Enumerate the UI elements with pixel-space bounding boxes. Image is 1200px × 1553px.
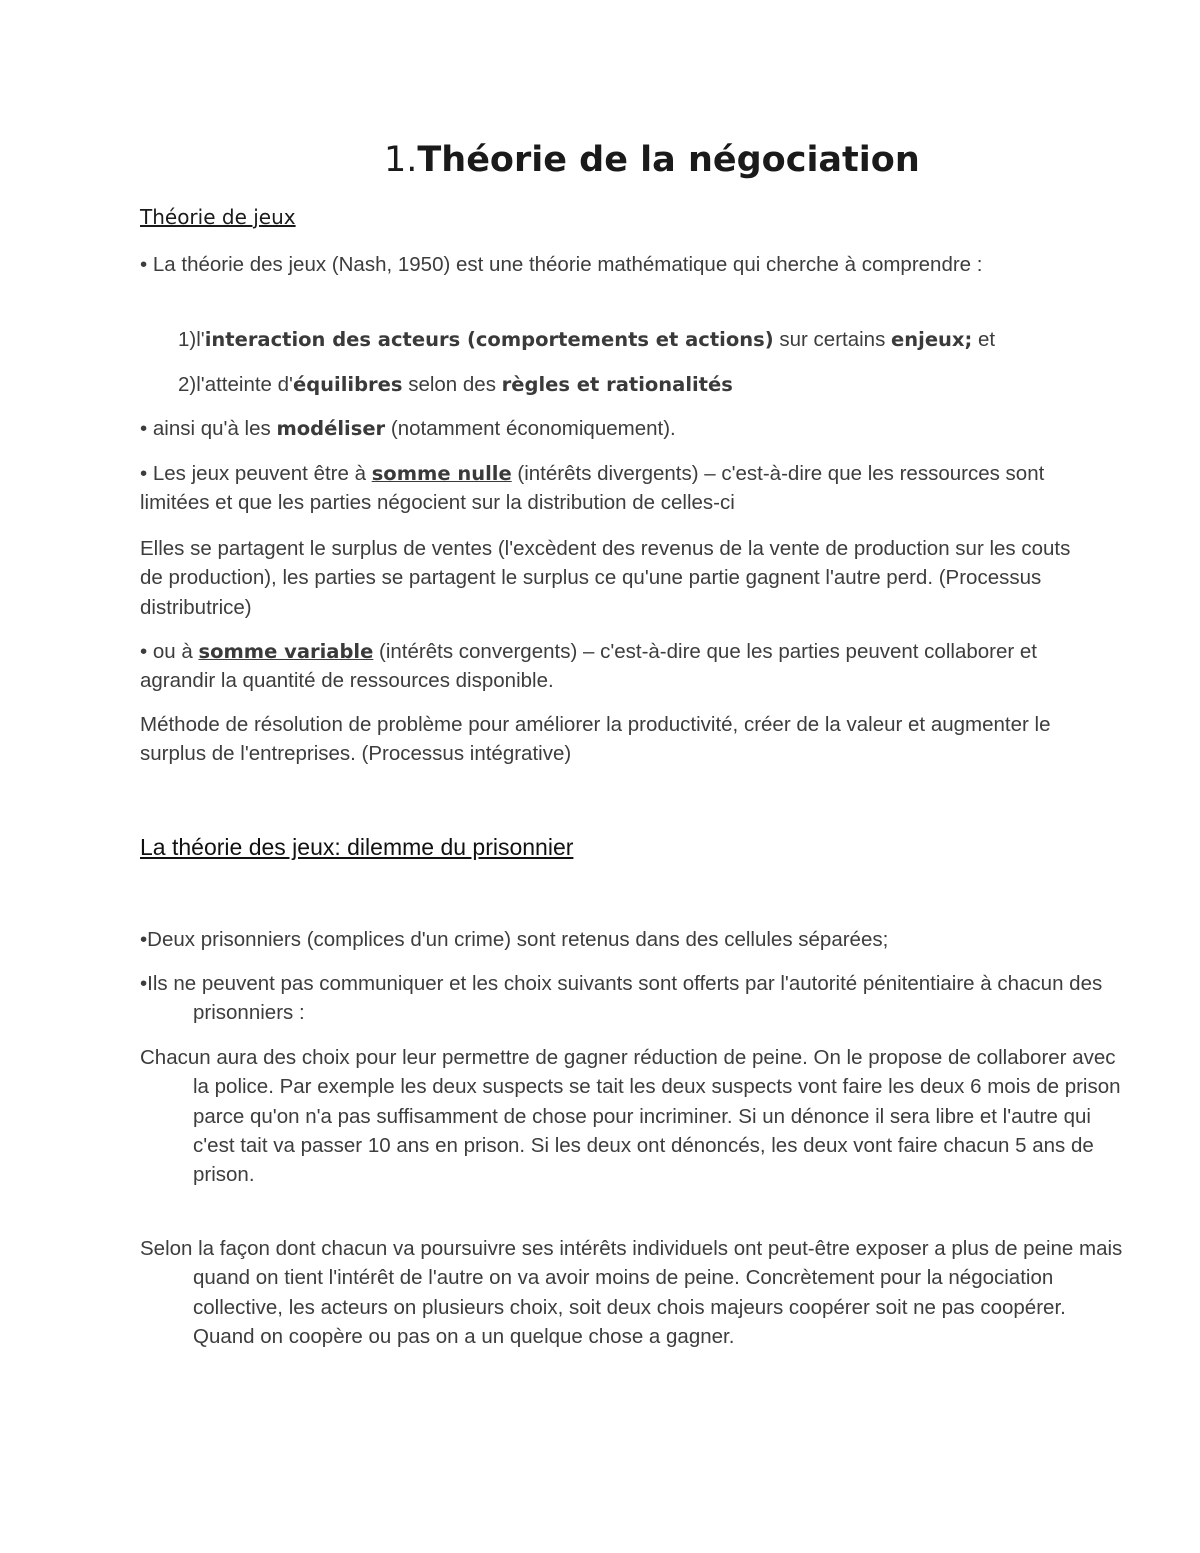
paragraph-methode-resolution: Méthode de résolution de problème pour améliorer la productivité, créer de la valeur et augmenter le surplus de l'entreprises. (Processus intégrative) — [140, 713, 1051, 766]
title-text: Théorie de la négociation — [417, 140, 920, 180]
section-heading-dilemme-prisonnier: La théorie des jeux: dilemme du prisonnier — [140, 834, 574, 860]
title-number: 1. — [384, 140, 418, 180]
list-item-2: 2)l'atteinte d'équilibres selon des règles et rationalités — [178, 373, 733, 396]
paragraph-theorie-intro: • La théorie des jeux (Nash, 1950) est une théorie mathématique qui cherche à comprendre : — [140, 253, 983, 276]
document-title — [384, 138, 920, 182]
list-item-1: 1)l'interaction des acteurs (comportements et actions) sur certains enjeux; et — [178, 328, 996, 351]
paragraph-modeliser: • ainsi qu'à les modéliser (notamment économiquement). — [140, 417, 676, 440]
paragraph-choix-reduction: Chacun aura des choix pour leur permettre de gagner réduction de peine. On le propose de collaborer avec la police. Par exemple les deux suspects se tait les deux suspects vont faire les deux 6 mois de prison parce qu'on n'a pas suffisamment de chose pour incriminer. Si un dénonce il sera libre et l'autre qui c'est tait va passer 10 ans en prison. Si les deux ont dénoncés, les deux vont faire chacun 5 ans de prison. — [140, 1046, 1121, 1187]
paragraph-somme-variable: • ou à somme variable (intérêts convergents) – c'est-à-dire que les parties peuvent collaborer et agrandir la quantité de ressources disponible. — [140, 640, 1037, 693]
paragraph-communiquer: •Ils ne peuvent pas communiquer et les choix suivants sont offerts par l'autorité pénitentiaire à chacun des prisonniers : — [140, 972, 1103, 1025]
list-item-number: 2) — [178, 373, 197, 396]
paragraph-deux-prisonniers: •Deux prisonniers (complices d'un crime) sont retenus dans des cellules séparées; — [140, 928, 889, 951]
section-heading-theorie-de-jeux: Théorie de jeux — [140, 205, 296, 229]
paragraph-somme-nulle: • Les jeux peuvent être à somme nulle (intérêts divergents) – c'est-à-dire que les ressources sont limitées et que les parties négocient sur la distribution de celles-ci — [140, 462, 1045, 515]
term-somme-nulle: somme nulle — [371, 462, 512, 485]
paragraph-surplus-ventes: Elles se partagent le surplus de ventes (l'excèdent des revenus de la vente de production sur les couts de production), les parties se partagent le surplus ce qu'une partie gagnent l'autre perd. (Processus distributrice) — [140, 537, 1071, 619]
list-item-number: 1) — [178, 328, 197, 351]
term-somme-variable: somme variable — [198, 640, 374, 663]
paragraph-interets-individuels: Selon la façon dont chacun va poursuivre ses intérêts individuels ont peut-être exposer a plus de peine mais quand on tient l'intérêt de l'autre on va avoir moins de peine. Concrètement pour la négociation collective, les acteurs on plusieurs choix, soit deux chois majeurs coopérer soit ne pas coopérer. Quand on coopère ou pas on a un quelque chose a gagner. — [140, 1237, 1123, 1348]
